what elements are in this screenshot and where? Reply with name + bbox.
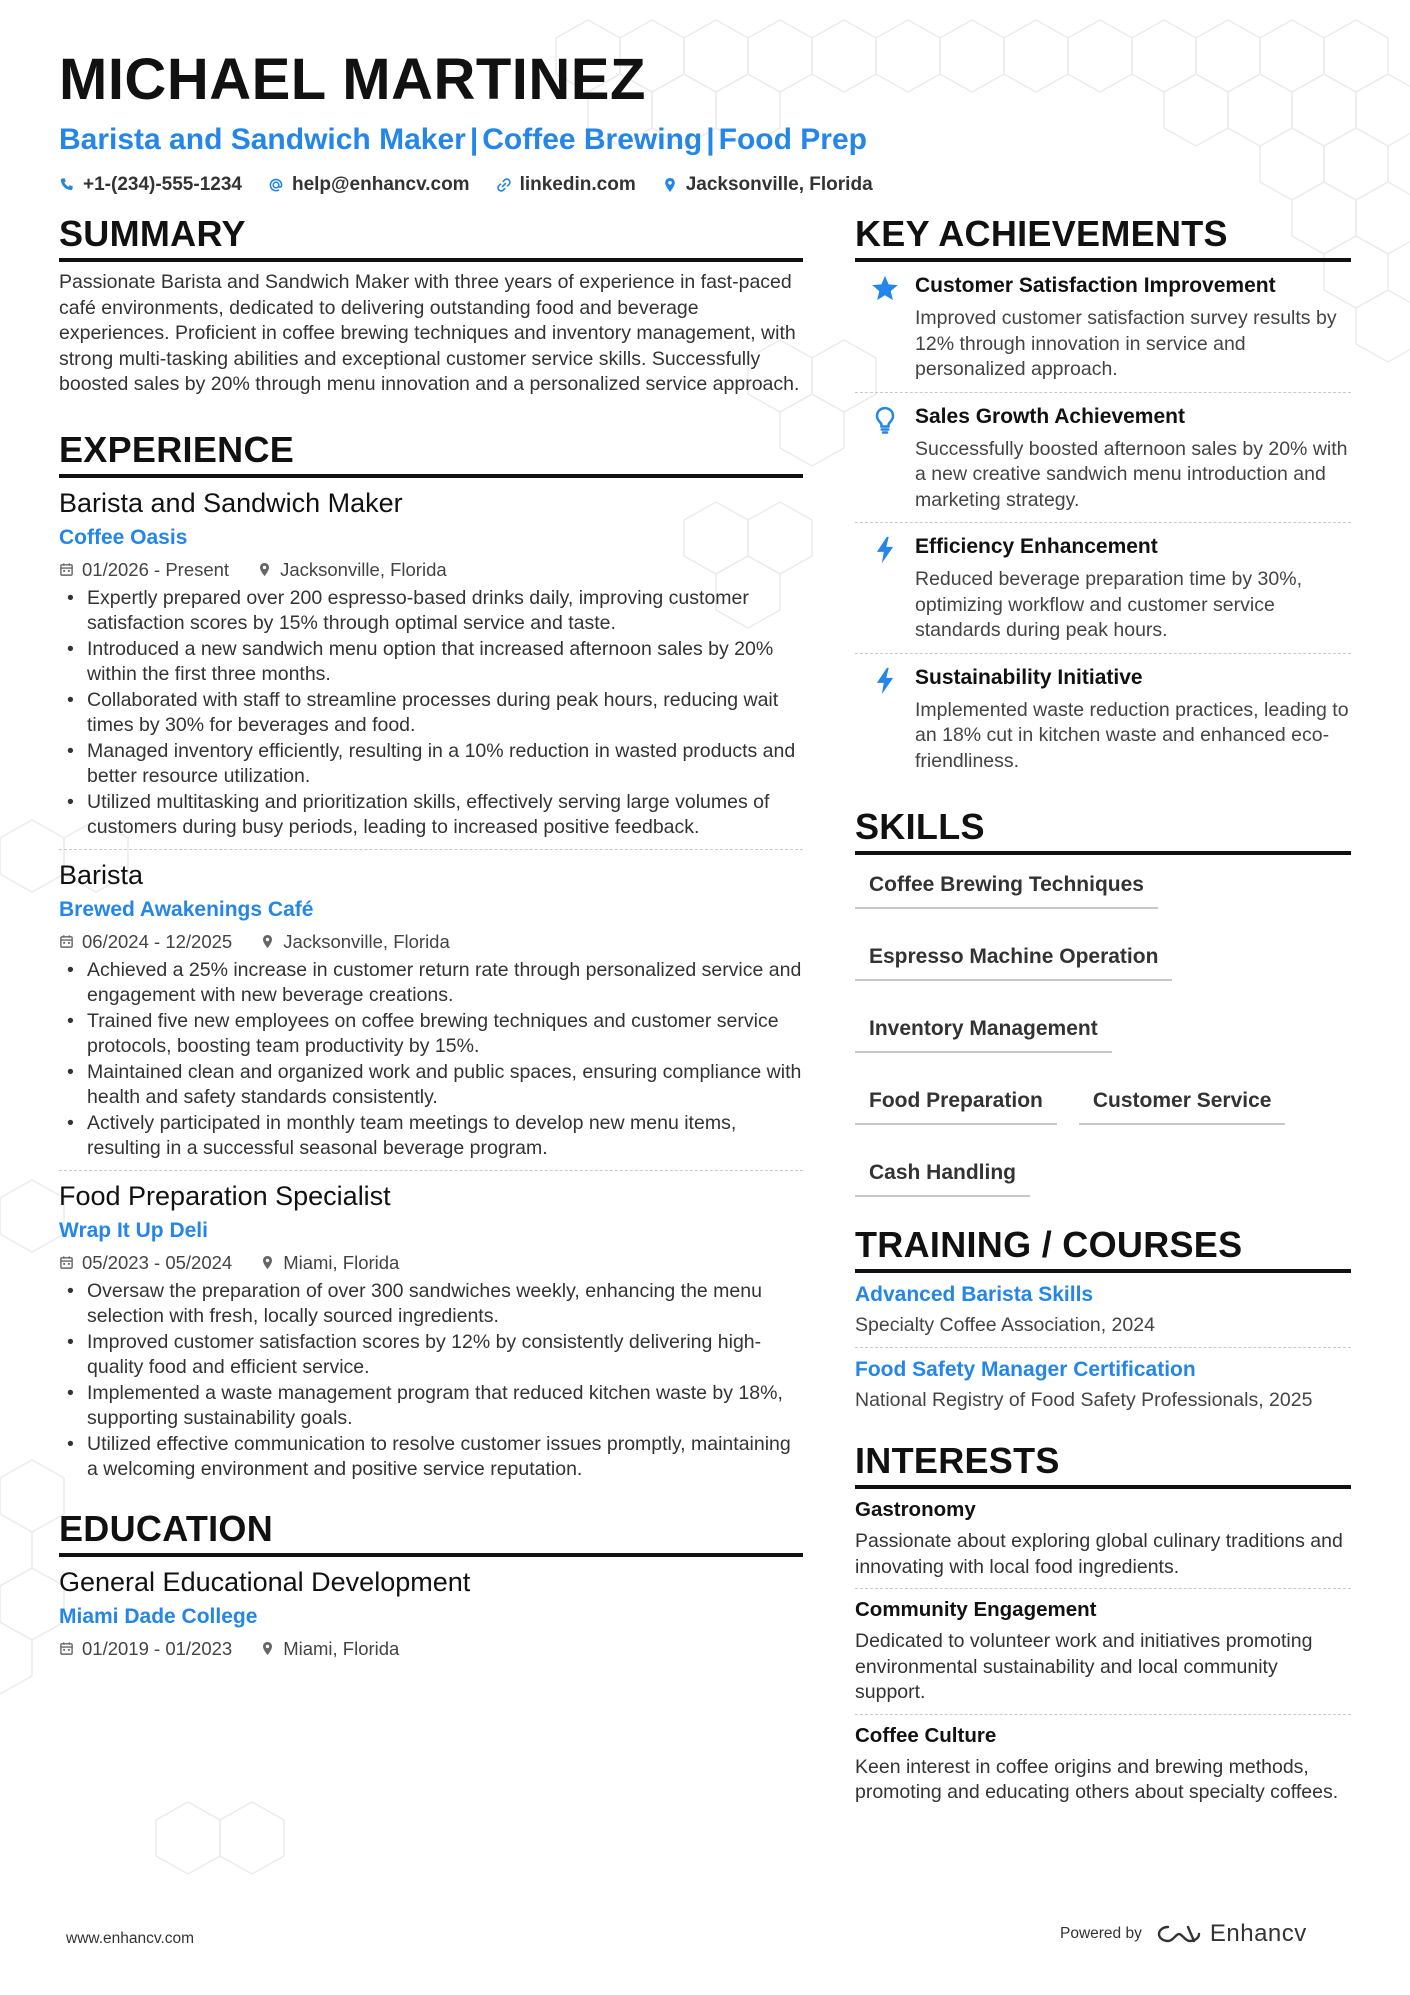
interest-desc: Dedicated to volunteer work and initiatives promoting environmental sustainability and local community support. bbox=[855, 1630, 1313, 1703]
dates-text: 06/2024 - 12/2025 bbox=[82, 930, 233, 952]
skill-tag: Cash Handling bbox=[855, 1153, 1030, 1197]
summary-section bbox=[59, 212, 803, 398]
achievement-body bbox=[915, 272, 1351, 383]
contact-phone[interactable] bbox=[59, 174, 242, 196]
section-heading: TRAINING / COURSES bbox=[855, 1223, 1351, 1273]
job-role: Barista and Sandwich Maker bbox=[59, 487, 403, 518]
achievement-item bbox=[855, 523, 1351, 654]
email-text: help@enhancv.com bbox=[291, 174, 470, 195]
location-pin-icon bbox=[260, 1255, 275, 1270]
candidate-name: MICHAEL MARTINEZ bbox=[59, 47, 646, 112]
achievement-desc: Reduced beverage preparation time by 30%, optimizing workflow and customer service standards during peak hours. bbox=[915, 568, 1302, 641]
bullet-item: • Utilized effective communication to resolve customer issues promptly, maintaining a welcoming environment and positive service reputation. bbox=[59, 1432, 803, 1483]
skills-list bbox=[855, 865, 1351, 1197]
title-part: Coffee Brewing bbox=[482, 123, 703, 156]
experience-item bbox=[59, 1179, 803, 1483]
achievement-desc: Successfully boosted afternoon sales by 20% with a new creative sandwich menu introduction and marketing strategy. bbox=[915, 437, 1348, 511]
achievement-title: Sales Growth Achievement bbox=[915, 404, 1185, 428]
job-location bbox=[260, 930, 450, 954]
skill-tag: Food Preparation bbox=[855, 1081, 1057, 1125]
bullet-item: • Implemented a waste management program that reduced kitchen waste by 18%, supporting sustainability goals. bbox=[59, 1381, 803, 1432]
enhancv-logo[interactable] bbox=[1156, 1920, 1307, 1948]
job-bullets bbox=[59, 586, 803, 841]
summary-text: Passionate Barista and Sandwich Maker with three years of experience in fast-paced café environments, dedicated to delivering outstanding food and beverage experiences. Proficient in coffee brewing techniques and inventory management, with strong multi-tasking abilities and exceptional customer service skills. Successfully boosted sales by 20% through menu innovation and a personalized service approach. bbox=[59, 271, 800, 395]
achievement-icon-wrap bbox=[855, 664, 915, 775]
location-text: Jacksonville, Florida bbox=[280, 558, 447, 580]
interest-title: Gastronomy bbox=[855, 1498, 976, 1521]
star-icon bbox=[870, 274, 900, 304]
skill-tag: Espresso Machine Operation bbox=[855, 937, 1172, 981]
location-text: Jacksonville, Florida bbox=[283, 930, 450, 952]
title-separator: | bbox=[469, 123, 479, 156]
skills-section bbox=[855, 805, 1351, 1197]
enhancv-logo-icon bbox=[1156, 1923, 1202, 1945]
skill-tag: Coffee Brewing Techniques bbox=[855, 865, 1158, 909]
location-text: Miami, Florida bbox=[283, 1251, 400, 1273]
job-role: Barista bbox=[59, 859, 144, 890]
interest-desc: Passionate about exploring global culinary traditions and innovating with local food ingredients. bbox=[855, 1530, 1343, 1578]
dates-text: 05/2023 - 05/2024 bbox=[82, 1251, 233, 1273]
bullet-item: • Actively participated in monthly team meetings to develop new menu items, resulting in a successful seasonal beverage program. bbox=[59, 1111, 803, 1162]
job-dates bbox=[59, 558, 229, 582]
candidate-title bbox=[59, 122, 1349, 158]
job-bullets bbox=[59, 958, 803, 1162]
experience-section bbox=[59, 428, 803, 1483]
experience-item bbox=[59, 858, 803, 1171]
course-provider: Specialty Coffee Association, 2024 bbox=[855, 1314, 1155, 1336]
experience-item bbox=[59, 486, 803, 850]
achievement-item bbox=[855, 393, 1351, 524]
interest-desc: Keen interest in coffee origins and brewing methods, promoting and educating others about specialty coffees. bbox=[855, 1755, 1339, 1803]
job-role: Food Preparation Specialist bbox=[59, 1180, 391, 1211]
bullet-item: • Achieved a 25% increase in customer return rate through personalized service and engagement with new beverage creations. bbox=[59, 958, 803, 1009]
achievement-title: Customer Satisfaction Improvement bbox=[915, 274, 1276, 297]
location-pin-icon bbox=[662, 177, 678, 193]
company-name[interactable]: Coffee Oasis bbox=[59, 525, 188, 549]
achievement-title: Efficiency Enhancement bbox=[915, 535, 1158, 558]
education-section bbox=[59, 1507, 803, 1661]
interest-title: Coffee Culture bbox=[855, 1723, 997, 1747]
bullet-item: • Collaborated with staff to streamline processes during peak hours, reducing wait times by 30% for beverages and food. bbox=[59, 688, 803, 739]
job-dates bbox=[59, 1251, 232, 1275]
interest-title: Community Engagement bbox=[855, 1598, 1097, 1621]
bullet-item: • Expertly prepared over 200 espresso-based drinks daily, improving customer satisfaction scores by 15% through optimal service and taste. bbox=[59, 586, 803, 637]
achievement-title: Sustainability Initiative bbox=[915, 665, 1143, 689]
skill-tag: Inventory Management bbox=[855, 1009, 1112, 1053]
bullet-item: • Introduced a new sandwich menu option that increased afternoon sales by 20% within the first three months. bbox=[59, 637, 803, 688]
achievement-body bbox=[915, 533, 1351, 644]
location-pin-icon bbox=[260, 1641, 275, 1656]
bullet-item: • Trained five new employees on coffee brewing techniques and customer service protocols, boosting team productivity by 15%. bbox=[59, 1009, 803, 1060]
lightning-icon bbox=[870, 666, 900, 696]
achievement-icon-wrap bbox=[855, 403, 915, 514]
course-provider: National Registry of Food Safety Professionals, 2025 bbox=[855, 1388, 1313, 1411]
company-name[interactable]: Brewed Awakenings Café bbox=[59, 897, 314, 921]
achievement-desc: Improved customer satisfaction survey results by 12% through innovation in service and personalized approach. bbox=[915, 307, 1337, 380]
title-part: Barista and Sandwich Maker bbox=[59, 123, 466, 156]
brand-name: Enhancv bbox=[1209, 1920, 1307, 1947]
contact-linkedin[interactable] bbox=[496, 174, 636, 196]
company-name[interactable]: Wrap It Up Deli bbox=[59, 1218, 208, 1242]
course-item bbox=[855, 1273, 1351, 1348]
section-heading: KEY ACHIEVEMENTS bbox=[855, 212, 1351, 262]
location-pin-icon bbox=[260, 934, 275, 949]
job-meta bbox=[59, 558, 803, 582]
section-heading: SKILLS bbox=[855, 805, 1351, 855]
job-meta bbox=[59, 1251, 803, 1275]
course-title[interactable]: Advanced Barista Skills bbox=[855, 1283, 1094, 1306]
location-text: Jacksonville, Florida bbox=[685, 174, 873, 195]
education-dates bbox=[59, 1637, 232, 1661]
contact-email[interactable] bbox=[268, 174, 470, 196]
education-meta bbox=[59, 1637, 803, 1661]
dates-text: 01/2026 - Present bbox=[82, 558, 230, 580]
school-name[interactable]: Miami Dade College bbox=[59, 1604, 258, 1628]
interests-section bbox=[855, 1439, 1351, 1806]
interest-item bbox=[855, 1589, 1351, 1715]
location-pin-icon bbox=[257, 562, 272, 577]
course-title[interactable]: Food Safety Manager Certification bbox=[855, 1357, 1196, 1381]
job-meta bbox=[59, 930, 803, 954]
section-heading: EDUCATION bbox=[59, 1507, 803, 1557]
left-column bbox=[59, 212, 803, 1661]
education-item bbox=[59, 1565, 803, 1661]
location-text: Miami, Florida bbox=[283, 1637, 400, 1659]
title-separator: | bbox=[706, 123, 715, 156]
training-section bbox=[855, 1223, 1351, 1413]
lightbulb-icon bbox=[870, 405, 900, 435]
bullet-item: • Managed inventory efficiently, resulting in a 10% reduction in wasted products and better resource utilization. bbox=[59, 739, 803, 790]
interest-item bbox=[855, 1715, 1351, 1806]
achievement-body bbox=[915, 664, 1351, 775]
contact-location bbox=[662, 174, 873, 196]
job-location bbox=[260, 1251, 399, 1275]
bullet-item: • Oversaw the preparation of over 300 sandwiches weekly, enhancing the menu selection with fresh, locally sourced ingredients. bbox=[59, 1279, 803, 1330]
job-location bbox=[257, 558, 447, 582]
education-location bbox=[260, 1637, 399, 1661]
achievements-section bbox=[855, 212, 1351, 783]
title-part: Food Prep bbox=[718, 123, 867, 156]
section-heading: SUMMARY bbox=[59, 212, 803, 262]
achievement-item bbox=[855, 654, 1351, 784]
linkedin-text: linkedin.com bbox=[519, 174, 636, 195]
achievement-icon-wrap bbox=[855, 533, 915, 644]
calendar-icon bbox=[59, 1641, 74, 1656]
bullet-item: • Utilized multitasking and prioritization skills, effectively serving large volumes of customers during busy periods, leading to increased positive feedback. bbox=[59, 790, 803, 841]
calendar-icon bbox=[59, 934, 74, 949]
degree-name: General Educational Development bbox=[59, 1566, 471, 1597]
job-bullets bbox=[59, 1279, 803, 1483]
course-item bbox=[855, 1348, 1351, 1414]
bullet-item: • Maintained clean and organized work and public spaces, ensuring compliance with health and safety standards consistently. bbox=[59, 1060, 803, 1111]
achievement-desc: Implemented waste reduction practices, leading to an 18% cut in kitchen waste and enhanced eco-friendliness. bbox=[915, 698, 1349, 772]
lightning-icon bbox=[870, 535, 900, 565]
footer-brand bbox=[1060, 1920, 1307, 1948]
phone-icon bbox=[59, 177, 75, 193]
dates-text: 01/2019 - 01/2023 bbox=[82, 1637, 233, 1659]
achievement-body bbox=[915, 403, 1351, 514]
right-column bbox=[855, 212, 1351, 1806]
skill-tag: Customer Service bbox=[1079, 1081, 1286, 1125]
achievement-icon-wrap bbox=[855, 272, 915, 383]
bullet-item: • Improved customer satisfaction scores by 12% by consistently delivering high-quality food and efficient service. bbox=[59, 1330, 803, 1381]
powered-by-text: Powered by bbox=[1060, 1925, 1142, 1942]
contact-bar bbox=[59, 174, 1349, 196]
footer-website[interactable]: www.enhancv.com bbox=[66, 1930, 195, 1947]
achievement-item bbox=[855, 262, 1351, 393]
section-heading: INTERESTS bbox=[855, 1439, 1351, 1489]
at-sign-icon bbox=[268, 177, 284, 193]
section-heading: EXPERIENCE bbox=[59, 428, 803, 478]
interest-item bbox=[855, 1489, 1351, 1589]
calendar-icon bbox=[59, 562, 74, 577]
phone-text: +1-(234)-555-1234 bbox=[83, 174, 242, 195]
calendar-icon bbox=[59, 1255, 74, 1270]
resume-header bbox=[59, 46, 1349, 196]
link-icon bbox=[496, 177, 512, 193]
job-dates bbox=[59, 930, 232, 954]
